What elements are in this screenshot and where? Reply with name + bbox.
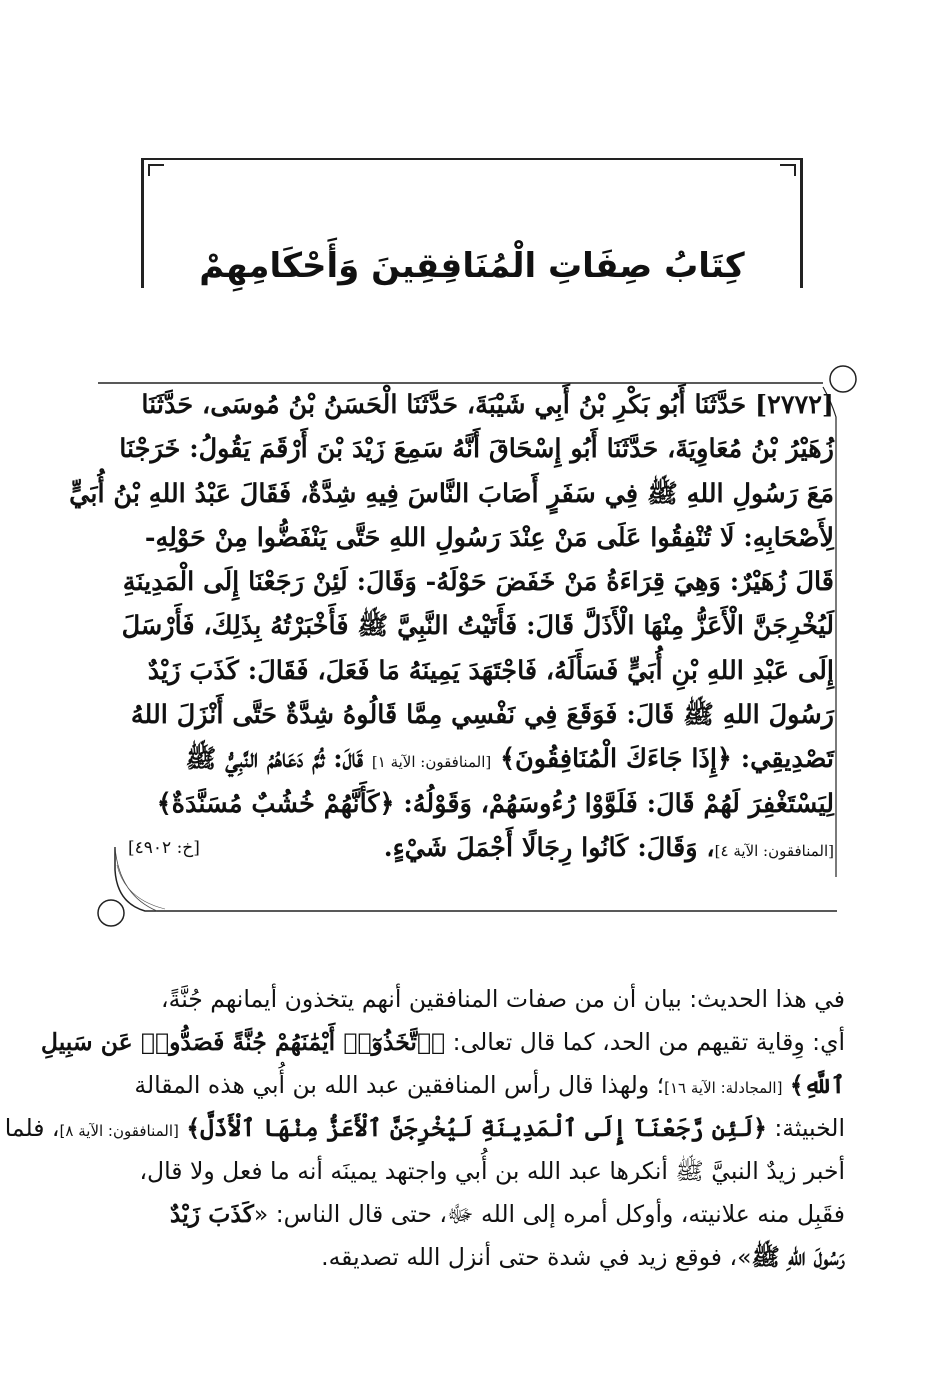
hadith-line: لِأَصْحَابِهِ: لَا تُنْفِقُوا عَلَى مَنْ عِنْدَ رَسُولِ اللهِ حَتَّى يَنْفَضُّوا مِنْ حَوْلِهِ- [144, 522, 834, 553]
hadith-line [128, 737, 834, 781]
hadith-line: مَعَ رَسُولِ اللهِ ﷺ فِي سَفَرٍ أَصَابَ النَّاسَ فِيهِ شِدَّةٌ، فَقَالَ عَبْدُ اللهِ بْنُ أُبَيٍّ [69, 478, 834, 509]
frame-corner-ornament [780, 164, 796, 176]
commentary-line [87, 1193, 845, 1236]
chapter-title: كِتَابُ صِفَاتِ الْمُنَافِقِينَ وَأَحْكَامِهِمْ [199, 246, 745, 286]
hadith-text [69, 383, 834, 870]
hadith-line: لِيَسْتَغْفِرَ لَهُمْ قَالَ: فَلَوَّوْا رُءُوسَهُمْ، وَقَوْلُهُ: ﴿كَأَنَّهُمْ خُشُبٌ مُسَنَّدَةٌ﴾ [156, 788, 834, 819]
commentary-line: أخبر زيدٌ النبيَّ ﷺ أنكرها عبد الله بن أُبي واجتهد يمينَه أنه ما فعل ولا قال، [139, 1157, 845, 1185]
hadith-line: [المنافقون: الآية ٤]، وَقَالَ: كَانُوا رِجَالًا أَجْمَلَ شَيْءٍ. [خ: ٤٩٠٢] [128, 826, 834, 870]
commentary-line [87, 1064, 845, 1107]
hadith-line: إِلَى عَبْدِ اللهِ بْنِ أُبَيٍّ فَسَأَلَهُ، فَاجْتَهَدَ يَمِينَهُ مَا فَعَلَ، فَقَالَ: كَذَبَ زَيْدٌ [147, 655, 834, 686]
quran-reference: [المنافقون: الآية ٤] [714, 841, 834, 860]
commentary-line [87, 1236, 845, 1279]
quran-reference: [المنافقون: الآية ٨] [59, 1122, 179, 1140]
hadith-quote: رَسُولَ اللهِ ﷺ [751, 1243, 845, 1271]
commentary-line [4, 1107, 845, 1150]
frame-corner-ornament [148, 164, 164, 176]
commentary-segment: »، فوقع زيد في شدة حتى أنزل الله تصديقه. [321, 1243, 752, 1271]
quran-quote: ﴿لَئِن رَّجَعْنَآ إِلَى ٱلْمَدِينَةِ لَيُخْرِجَنَّ ٱلْأَعَزُّ مِنْهَا ٱلْأَذَلَّ﴾ [186, 1114, 767, 1142]
commentary-segment: الخبيثة: [766, 1114, 845, 1142]
hadith-quote: كَذَبَ زَيْدٌ [169, 1200, 254, 1228]
commentary-segment: فقَبِل منه علانيته، وأوكل أمره إلى الله ﷻ، حتى قال الناس: « [253, 1200, 845, 1228]
quran-quote: ٱللَّهِ﴾ [789, 1071, 845, 1099]
hadith-line: قَالَ زُهَيْرٌ: وَهِيَ قِرَاءَةُ مَنْ خَفَضَ حَوْلَهُ- وَقَالَ: لَئِنْ رَجَعْنَا إِلَى الْمَدِينَةِ [122, 567, 834, 598]
commentary-segment: ؛ ولهذا قال رأس المنافقين عبد الله بن أُبي هذه المقالة [134, 1071, 665, 1099]
hadith-line: زُهَيْرُ بْنُ مُعَاوِيَةَ، حَدَّثَنَا أَبُو إِسْحَاقَ أَنَّهُ سَمِعَ زَيْدَ بْنَ أَرْقَمَ يَقُولُ: خَرَجْنَا [119, 434, 834, 465]
commentary-segment: ، فلما [4, 1114, 60, 1142]
hadith-segment: قَالَ: ثُمَّ دَعَاهُمُ النَّبِيُّ ﷺ [185, 744, 363, 775]
bukhari-reference: [خ: ٤٩٠٢] [128, 837, 200, 858]
hadith-segment: تَصْدِيقِي: ﴿إِذَا جَاءَكَ الْمُنَافِقُونَ﴾ [500, 744, 834, 775]
hadith-segment: وَقَالَ: كَانُوا رِجَالًا أَجْمَلَ شَيْءٍ. [383, 832, 698, 863]
commentary-line: في هذا الحديث: بيان أن من صفات المنافقين أنهم يتخذون أيمانهم جُنَّةً، [161, 985, 845, 1013]
hadith-line: لَيُخْرِجَنَّ الْأَعَزُّ مِنْهَا الْأَذَلَّ قَالَ: فَأَتَيْتُ النَّبِيَّ ﷺ فَأَخْبَرْتُهُ بِذَلِكَ، فَأَرْسَلَ [121, 611, 834, 642]
commentary-text [4, 978, 845, 1279]
quran-reference: [المنافقون: الآية ١] [371, 753, 492, 772]
quran-quote: ﴿ٱتَّخَذُوٓا۟ أَيْمَٰنَهُمْ جُنَّةً فَصَدُّوا۟ عَن سَبِيلِ [40, 1028, 446, 1056]
hadith-line: رَسُولَ اللهِ ﷺ قَالَ: فَوَقَعَ فِي نَفْسِي مِمَّا قَالُوهُ شِدَّةٌ حَتَّى أَنْزَلَ اللهُ [130, 700, 834, 731]
commentary-segment: أي: وِقاية تقيهم من الحد، كما قال تعالى: [445, 1028, 845, 1056]
quran-reference: [المجادلة: الآية ١٦] [664, 1079, 783, 1097]
hadith-line: [٢٧٧٢] حَدَّثَنَا أَبُو بَكْرِ بْنُ أَبِي شَيْبَةَ، حَدَّثَنَا الْحَسَنُ بْنُ مُوسَى، حَدَّثَنَا [141, 390, 834, 420]
commentary-line [40, 1021, 845, 1064]
